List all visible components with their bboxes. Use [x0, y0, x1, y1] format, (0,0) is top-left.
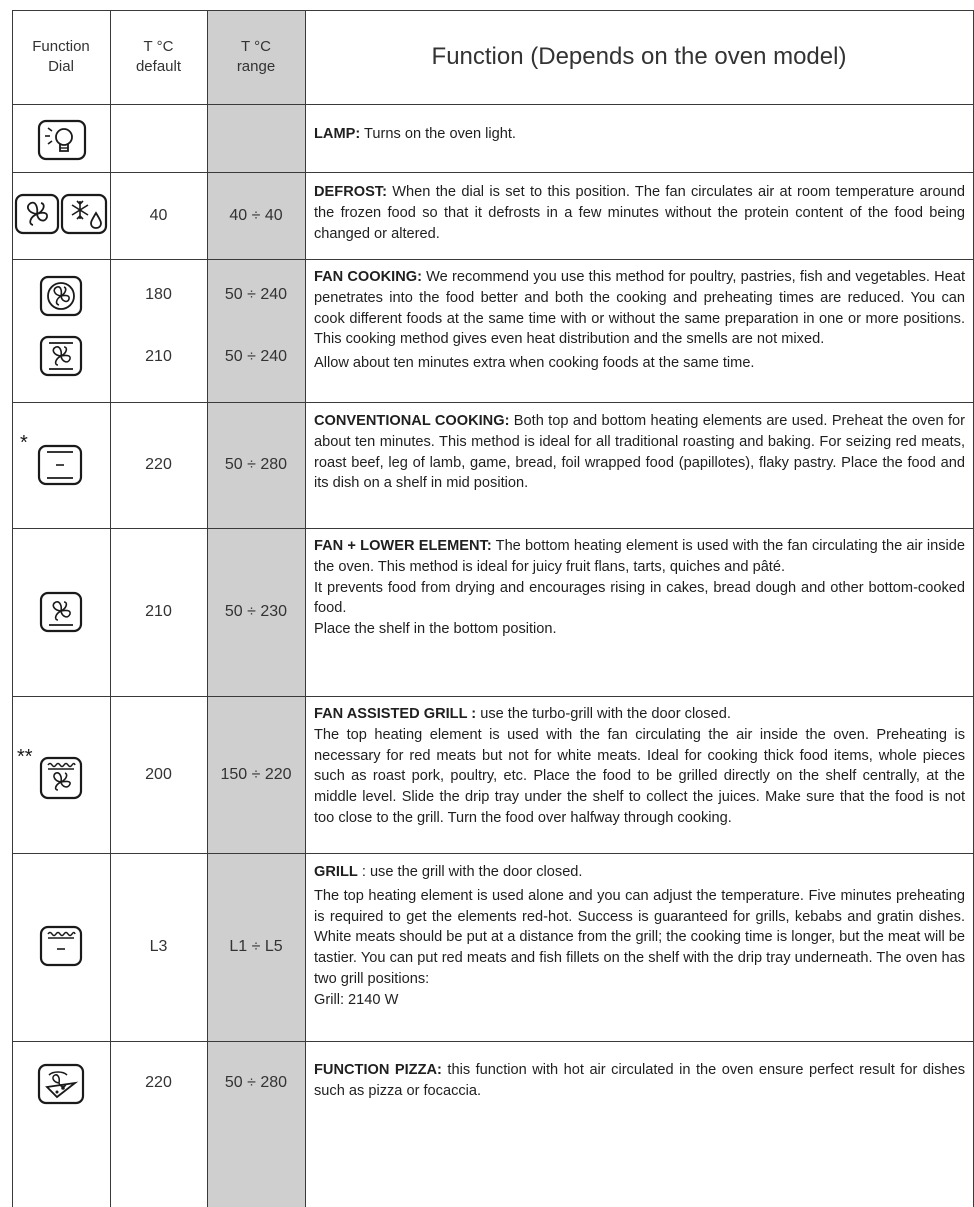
function-text: The top heating element is used with the fan circulating the air inside the oven. Preheating is necessary for red meats but not for white meats. Ideal for cooking thick food items, whole pieces such as roast pork, poultry, etc. Place the food to be grilled directly on the shelf centrally, at the middle level. Slide the drip tray under the shelf to collect the juices. Make sure that the food is not too close to the grill. Turn the food over halfway through cooking. — [314, 726, 965, 826]
footnote-marker: ** — [17, 746, 33, 768]
temp-range: 50 ÷ 240 — [224, 348, 288, 365]
temp-default: 210 — [145, 603, 172, 620]
pizza-icon — [37, 1063, 85, 1105]
function-text: When the dial is set to this position. The fan circulates air at room temperature around the frozen food so that it defrosts in a few minutes without the protein content of the food being changed or altered. — [314, 184, 965, 242]
function-description — [314, 267, 965, 374]
temp-default: 220 — [145, 456, 172, 473]
header-temp-range: T °C range — [236, 38, 276, 75]
oven-functions-table — [0, 10, 974, 1207]
fan-oven-icon — [39, 335, 83, 377]
header-function: Function (Depends on the oven model) — [431, 43, 847, 70]
lamp-icon — [37, 119, 87, 161]
temp-default: 200 — [145, 765, 172, 783]
temp-range: 50 ÷ 230 — [224, 603, 288, 620]
temp-default: 40 — [149, 206, 168, 224]
function-text: We recommend you use this method for poultry, pastries, fish and vegetables. Heat penetrates into the food better and both the cooking and preheating times are reduced. You can cook different foods at the same time with or without the same preparation in one or more positions. This cooking method gives even heat distribution and the smells are not mixed. — [314, 269, 966, 348]
temp-default: 210 — [145, 348, 172, 365]
fan-lower-element-icon — [39, 591, 83, 633]
temp-default: 180 — [145, 286, 172, 303]
function-name: CONVENTIONAL COOKING: — [314, 413, 510, 429]
conventional-oven-icon — [37, 444, 83, 486]
function-text: Both top and bottom heating elements are used. Preheat the oven for about ten minutes. This method is ideal for all traditional roasting and baking. For seizing red meats, roast beef, leg of lamb, game, bread, foil wrapped food (papillotes), flaky pastry. Place the food and its dish on a shelf in mid position. — [314, 413, 965, 492]
footnote-marker: * — [20, 432, 28, 454]
function-description — [314, 182, 965, 244]
header-function-dial: Function Dial — [32, 38, 90, 75]
function-description — [314, 411, 965, 494]
column-divider — [12, 10, 13, 1207]
function-text: Allow about ten minutes extra when cooking foods at the same time. — [314, 355, 755, 372]
fan-icon — [14, 193, 60, 235]
grill-icon — [39, 925, 83, 967]
row-divider — [12, 104, 973, 105]
temp-range: 40 ÷ 40 — [229, 206, 283, 224]
function-name: FUNCTION PIZZA: — [314, 1062, 442, 1078]
function-name: LAMP: — [314, 126, 361, 142]
function-name: FAN COOKING: — [314, 269, 422, 285]
function-description — [314, 1060, 965, 1102]
temp-range: 50 ÷ 280 — [224, 1074, 288, 1091]
temp-default: 220 — [145, 1074, 172, 1091]
temp-range: 150 ÷ 220 — [220, 765, 292, 783]
function-text: this function with hot air circulated in the oven ensure perfect result for dishes such as pizza or focaccia. — [314, 1062, 965, 1099]
function-name: FAN + LOWER ELEMENT: — [314, 538, 492, 554]
circular-fan-icon — [39, 275, 83, 317]
function-text: Grill: 2140 W — [314, 991, 399, 1008]
function-text: It prevents food from drying and encourages rising in cakes, bread dough and other bottom-cooked food. — [314, 579, 965, 617]
defrost-icon — [60, 193, 108, 235]
function-description — [314, 704, 965, 829]
temp-range: L1 ÷ L5 — [229, 938, 283, 955]
header-temp-default: T °C default — [135, 38, 182, 75]
function-text: The top heating element is used alone and you can adjust the temperature. Five minutes preheating is required to get the elements red-hot. Success is guaranteed for grills, kebabs and gratin dishes. White meats should be put at a distance from the grill; the cooking time is longer, but the meat will be tastier. You can put red meats and fish fillets on the shelf with the drip tray underneath. The oven has two grill positions: — [314, 887, 965, 987]
function-description — [314, 124, 965, 145]
function-name: FAN ASSISTED GRILL : — [314, 706, 477, 722]
function-text: use the turbo-grill with the door closed. — [476, 706, 731, 722]
function-text: The bottom heating element is used with the fan circulating the air inside the oven. This method is ideal for juicy fruit flans, tarts, quiches and pâté. — [314, 538, 966, 575]
function-description — [314, 862, 965, 1011]
temp-range: 50 ÷ 280 — [224, 456, 288, 473]
function-text: Turns on the oven light. — [360, 126, 516, 142]
function-text: : use the grill with the door closed. — [357, 864, 583, 880]
function-text: Place the shelf in the bottom position. — [314, 621, 557, 638]
row-divider — [12, 259, 973, 260]
temp-range: 50 ÷ 240 — [224, 286, 288, 303]
function-name: GRILL — [314, 864, 358, 880]
fan-grill-icon — [39, 756, 83, 800]
function-description — [314, 536, 965, 640]
temp-default: L3 — [149, 938, 168, 955]
function-name: DEFROST: — [314, 184, 387, 200]
column-divider — [305, 10, 306, 1207]
